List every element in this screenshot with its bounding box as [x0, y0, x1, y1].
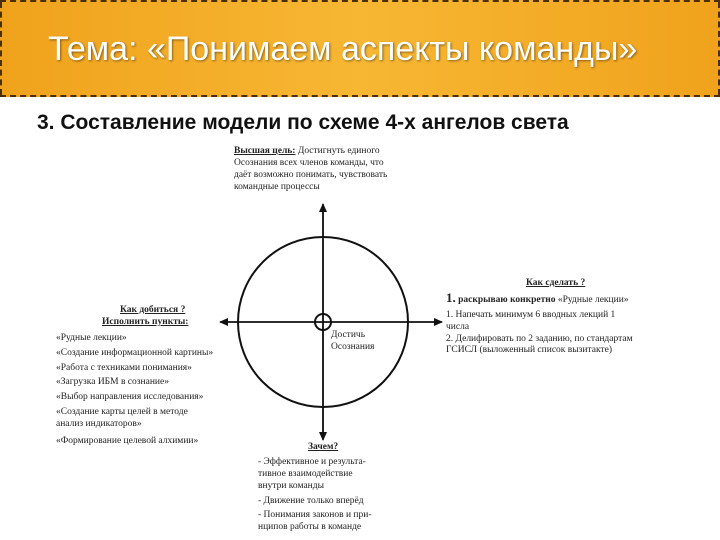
top-line-1: Осознания всех членов команды, что	[234, 157, 384, 168]
top-line-2: даёт возможно понимать, чувствовать	[234, 169, 388, 180]
bottom-item-1: тивное взаимодействие	[258, 468, 353, 479]
bottom-block	[258, 442, 371, 534]
right-number: 1.	[446, 289, 456, 305]
left-item-5: «Создание карты целей в методе	[56, 407, 188, 418]
left-question: Как добиться ?	[120, 305, 186, 315]
left-heading: Исполнить пункты:	[102, 316, 189, 327]
right-question: Как сделать ?	[526, 278, 586, 288]
top-line-0: Достигнуть единого	[297, 146, 380, 156]
left-item-6: анализ индикаторов»	[56, 419, 142, 429]
left-item-7: «Формирование целевой алхимии»	[56, 435, 199, 446]
right-heading: раскрываю конкретно	[458, 294, 556, 305]
right-item-2: 2. Делифировать по 2 заданию, по стандартам	[446, 333, 633, 344]
left-block	[56, 305, 213, 448]
top-label: Высшая цель:	[234, 146, 296, 156]
left-item-2: «Работа с техниками понимания»	[56, 362, 192, 373]
center-label	[331, 330, 374, 354]
right-item-3: ГСИСЛ (выложенный список вызитакте)	[446, 345, 612, 356]
bottom-item-3: - Движение только вперёд	[258, 495, 364, 506]
right-block	[446, 278, 633, 357]
right-heading-tail: «Рудные лекции»	[557, 294, 629, 305]
bottom-item-2: внутри команды	[258, 480, 324, 491]
top-line-3: командные процессы	[234, 181, 320, 192]
page-title: Тема: «Понимаем аспекты команды»	[48, 30, 638, 68]
left-item-3: «Загрузка ИБМ в сознание»	[56, 377, 169, 388]
center-line-0: Достичь	[331, 330, 366, 340]
bottom-question: Зачем?	[308, 442, 339, 452]
bottom-item-5: нципов работы в команде	[258, 522, 362, 533]
section-subtitle: 3. Составление модели по схеме 4-х ангелов света	[37, 111, 569, 134]
left-item-4: «Выбор направления исследования»	[56, 392, 204, 403]
center-line-1: Осознания	[331, 341, 375, 352]
right-item-0: 1. Напечать минимум 6 вводных лекций 1	[446, 309, 616, 320]
bottom-item-4: - Понимания законов и при-	[258, 510, 372, 521]
left-item-1: «Создание информационной картины»	[56, 347, 214, 358]
bottom-item-0: - Эффективное и результа-	[258, 456, 366, 467]
left-item-0: «Рудные лекции»	[56, 332, 127, 343]
right-item-1: числа	[446, 321, 470, 332]
top-block	[234, 146, 387, 194]
